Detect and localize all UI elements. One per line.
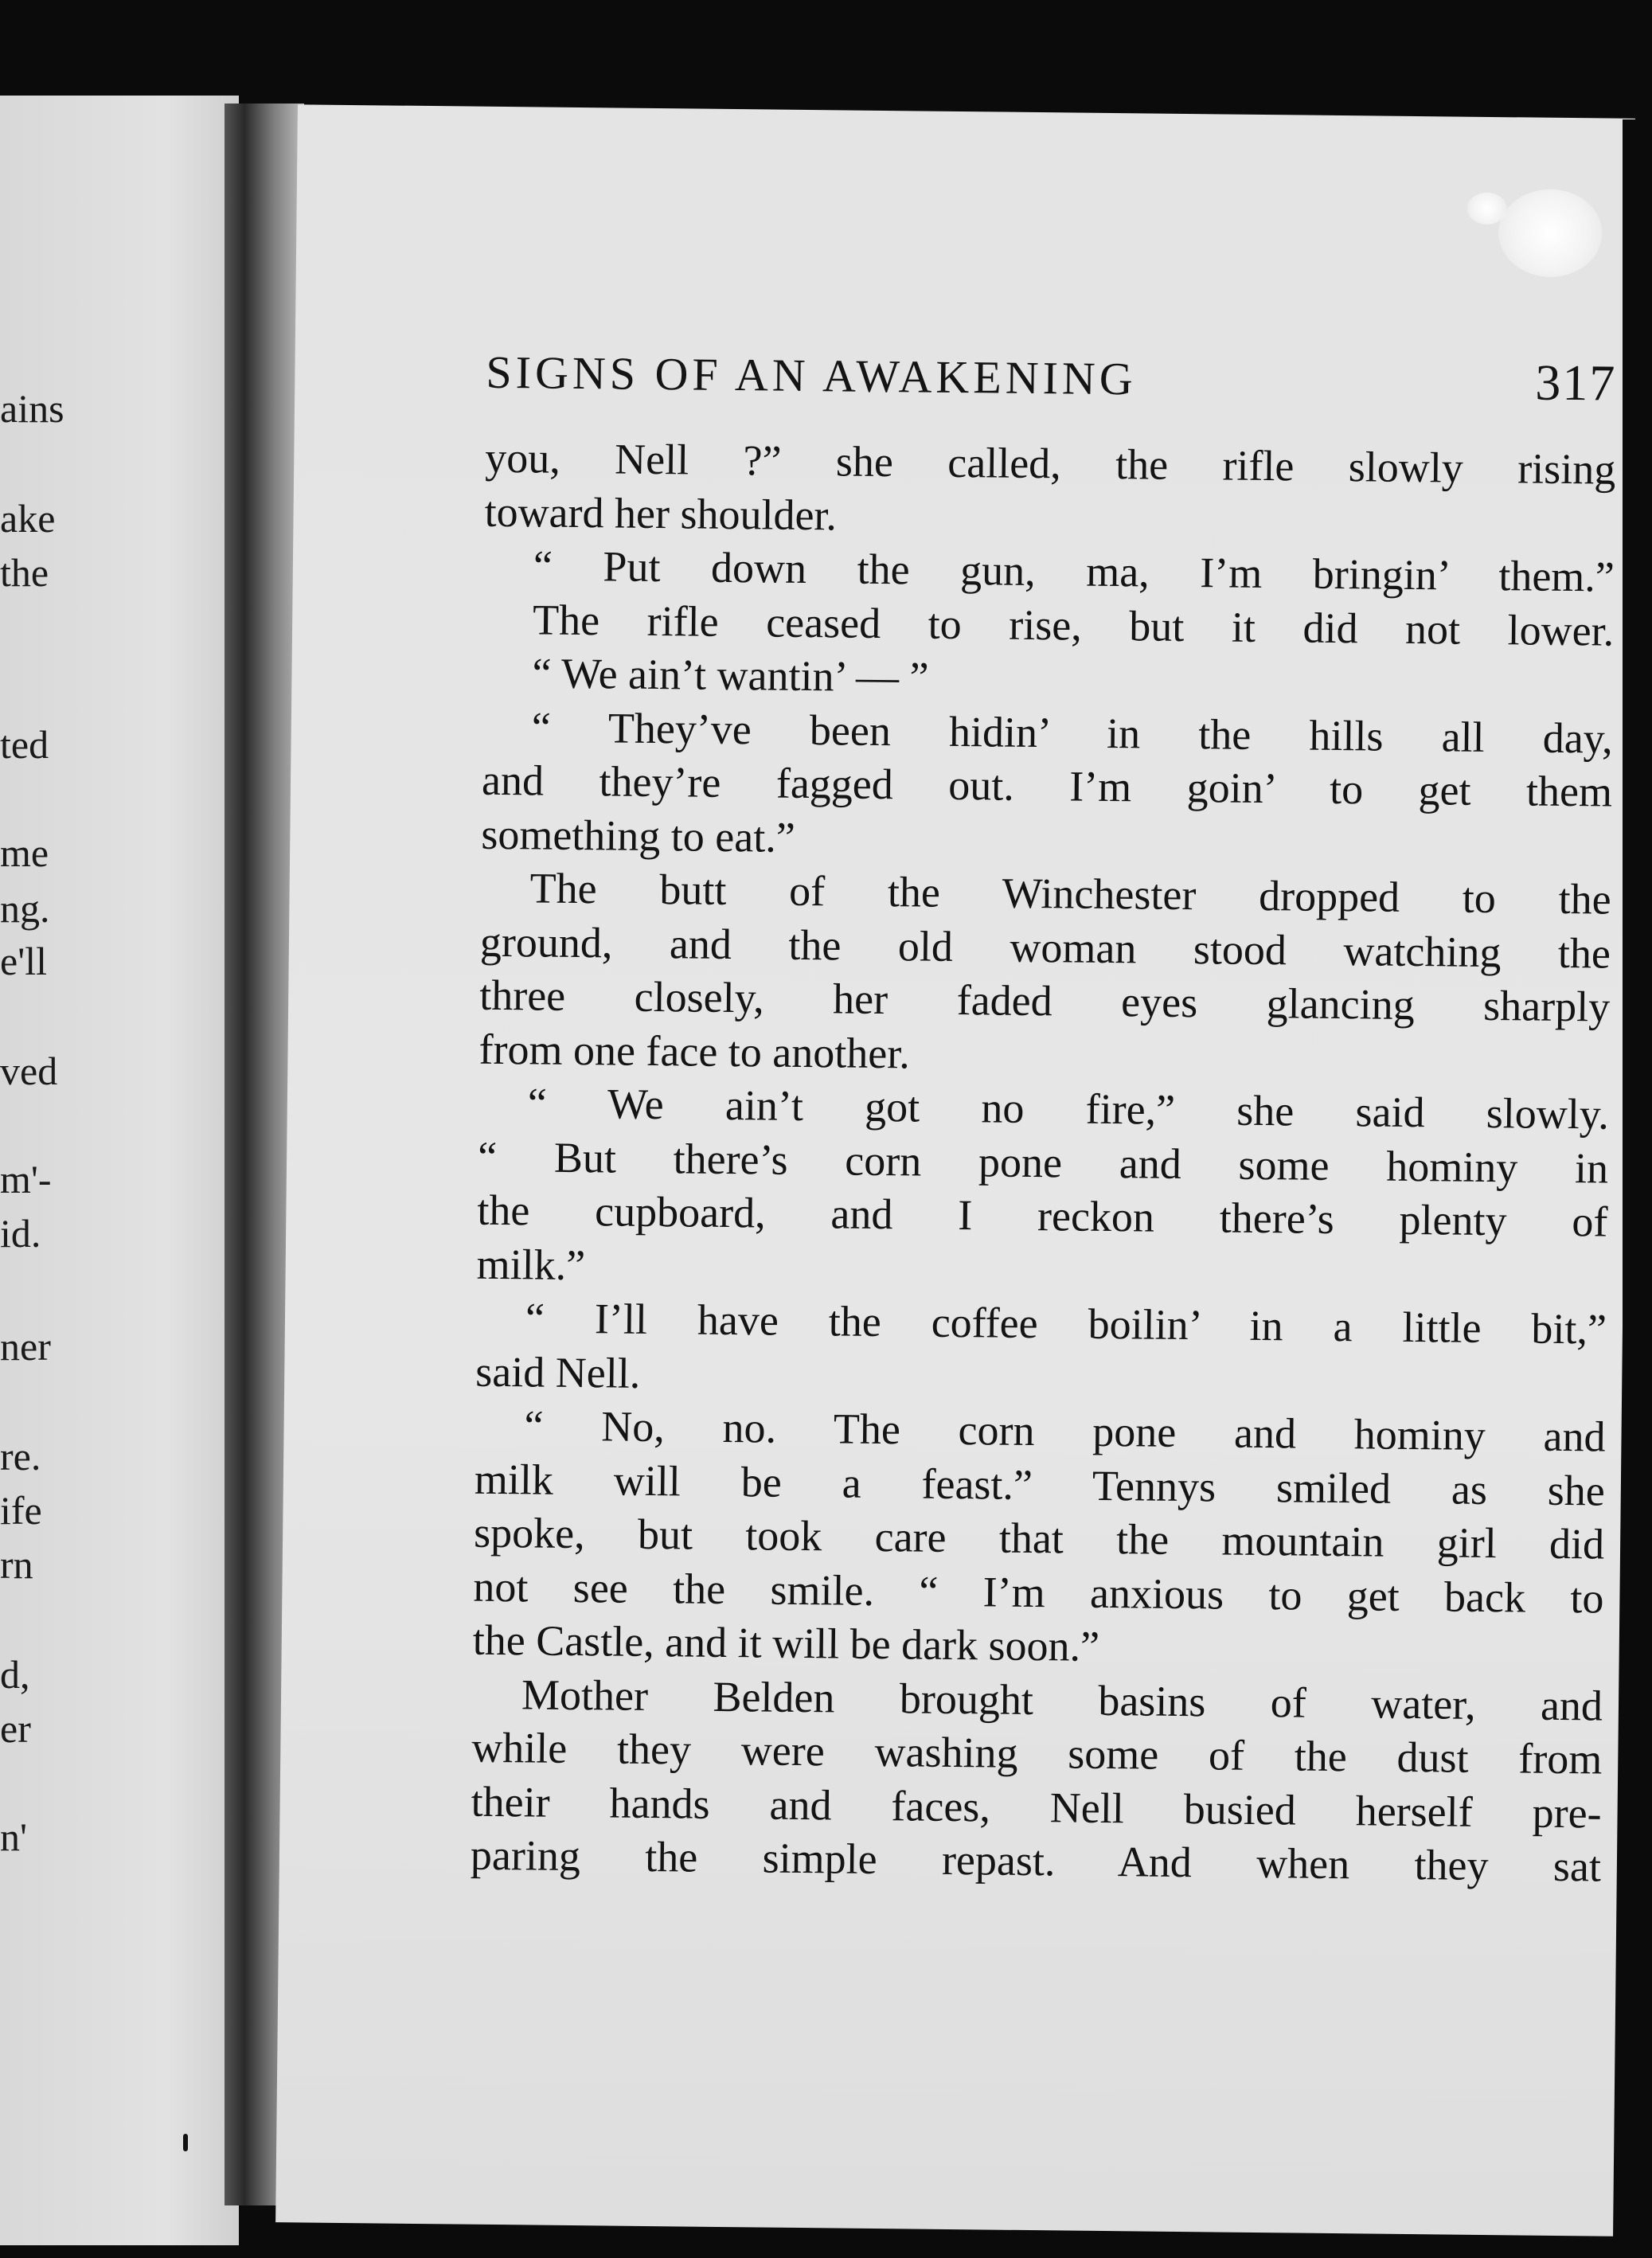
text-line: three closely, her faded eyes glancing sharply xyxy=(478,971,1611,1031)
text-line: The butt of the Winchester dropped to the xyxy=(529,864,1611,924)
page-number: 317 xyxy=(1535,354,1617,412)
running-header xyxy=(486,338,1617,421)
text-line: “ But there’s corn pone and some hominy in xyxy=(477,1132,1609,1193)
text-line: ground, and the old woman stood watching the xyxy=(479,917,1611,978)
paper-glare-spot xyxy=(1466,193,1506,225)
previous-page-fragment: ner xyxy=(0,1324,51,1369)
previous-page-fragment: ted xyxy=(0,722,49,767)
text-line: the Castle, and it will be dark soon.” xyxy=(472,1615,1100,1670)
paper-glare-spot xyxy=(1498,189,1603,277)
previous-page-fragment: ains xyxy=(0,386,64,431)
previous-page-fragment: ng. xyxy=(0,886,50,931)
text-line: “ Put down the gun, ma, I’m bringin’ them.” xyxy=(533,541,1615,601)
previous-page-fragment: ake xyxy=(0,496,56,541)
scan-border xyxy=(1623,119,1652,2205)
previous-page-fragment: m'- xyxy=(0,1157,52,1201)
previous-page-fragment: er xyxy=(0,1706,31,1751)
book-page xyxy=(275,104,1635,2236)
previous-page-fragment: ved xyxy=(0,1049,58,1093)
previous-page-fragment: ife xyxy=(0,1488,42,1533)
text-line: Mother Belden brought basins of water, and xyxy=(521,1670,1603,1730)
text-line: “ We ain’t got no fire,” she said slowly. xyxy=(527,1079,1610,1139)
text-line: spoke, but took care that the mountain girl did xyxy=(473,1508,1605,1568)
previous-page-fragment: id. xyxy=(0,1211,41,1256)
text-line: said Nell. xyxy=(475,1347,641,1397)
previous-page-fragment: me xyxy=(0,830,49,875)
text-line: while they were washing some of the dust from xyxy=(471,1723,1603,1783)
scan-speck xyxy=(183,2134,188,2151)
text-line: from one face to another. xyxy=(478,1025,911,1077)
previous-page-fragment: n' xyxy=(0,1815,28,1859)
text-line: toward her shoulder. xyxy=(484,487,838,539)
text-line: something to eat.” xyxy=(481,810,796,861)
text-line: The rifle ceased to rise, but it did not lower. xyxy=(532,595,1615,655)
previous-page-fragment: e'll xyxy=(0,939,47,983)
text-line: their hands and faces, Nell busied herself pre- xyxy=(471,1777,1602,1838)
text-line: “ No, no. The corn pone and hominy and xyxy=(524,1401,1606,1461)
previous-page-fragment: rn xyxy=(0,1542,33,1587)
text-line: “ They’ve been hidin’ in the hills all day, xyxy=(531,702,1614,763)
text-line: the cupboard, and I reckon there’s plenty of xyxy=(477,1186,1608,1246)
previous-page-edge xyxy=(0,96,239,2245)
text-line: paring the simple repast. And when they sat xyxy=(470,1830,1602,1891)
previous-page-fragment: d, xyxy=(0,1652,30,1697)
text-line: “ We ain’t wantin’ — ” xyxy=(532,649,929,701)
body-text xyxy=(471,432,1616,1894)
text-line: not see the smile. “ I’m anxious to get back to xyxy=(473,1562,1604,1623)
text-line: “ I’ll have the coffee boilin’ in a little bit,” xyxy=(525,1294,1607,1354)
previous-page-fragment: re. xyxy=(0,1434,41,1479)
previous-page-fragment: the xyxy=(0,550,49,595)
text-line: milk will be a feast.” Tennys smiled as she xyxy=(474,1455,1606,1515)
text-line: you, Nell ?” she called, the rifle slowly rising xyxy=(485,433,1616,494)
text-line: milk.” xyxy=(476,1240,586,1289)
text-line: and they’re fagged out. I’m goin’ to get them xyxy=(481,756,1613,816)
running-title: SIGNS OF AN AWAKENING xyxy=(486,346,1138,405)
